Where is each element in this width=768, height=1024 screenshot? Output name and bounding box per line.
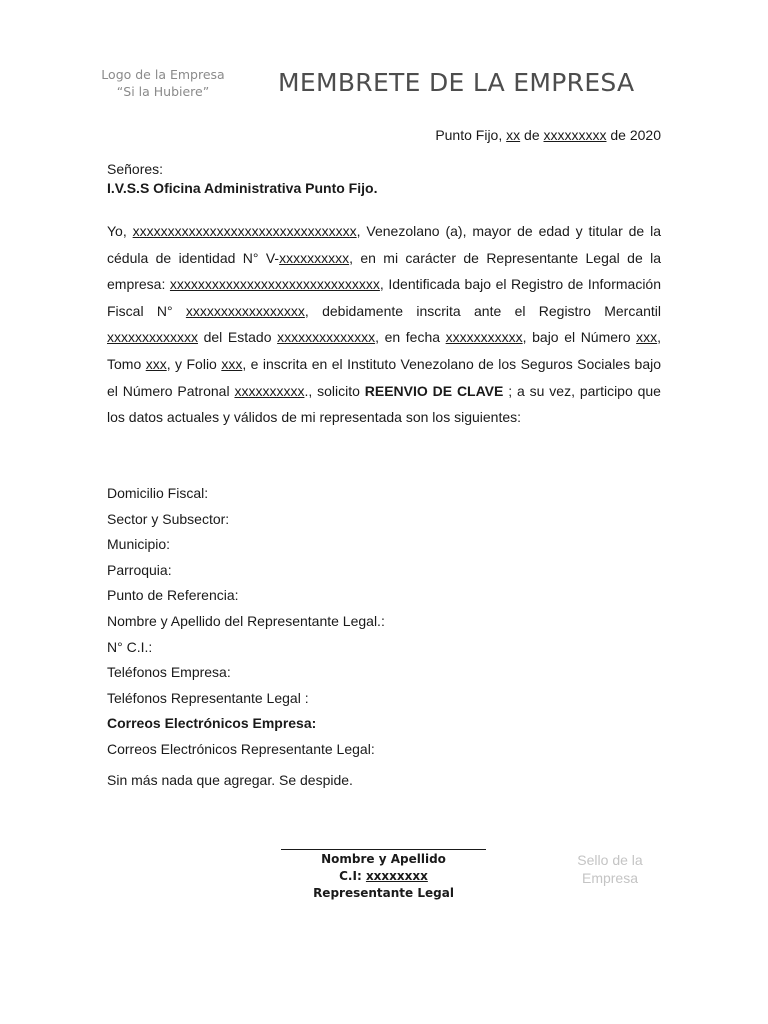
field-telefonos-representante: Teléfonos Representante Legal : — [107, 689, 309, 706]
closing-line: Sin más nada que agregar. Se despide. — [107, 772, 353, 788]
body-text-2: , en mi carácter de Representante Legal de la empresa: — [107, 249, 661, 293]
field-telefonos-empresa: Teléfonos Empresa: — [107, 664, 231, 681]
signature-role: Representante Legal — [313, 886, 454, 900]
body-text-6: , en fecha — [375, 329, 446, 346]
company-logo-placeholder — [96, 66, 230, 100]
body-text-9: , y Folio — [166, 355, 222, 372]
field-nombre-representante: Nombre y Apellido del Representante Legal.: — [107, 612, 385, 629]
field-correos-representante: Correos Electrónicos Representante Legal: — [107, 740, 375, 757]
recipient-office: I.V.S.S Oficina Administrativa Punto Fijo. — [107, 180, 378, 196]
letter-body — [107, 218, 661, 431]
body-text-10: , e inscrita en el Instituto Venezolano de los Seguros Sociales bajo el Número Patronal — [107, 355, 662, 399]
company-data-fields — [107, 481, 385, 763]
body-text-11: ., solicito — [304, 382, 365, 399]
logo-line-2: “Si la Hubiere” — [116, 84, 210, 99]
body-text-5: del Estado — [198, 329, 278, 346]
field-sector-subsector: Sector y Subsector: — [107, 510, 230, 527]
date-day: xx — [506, 127, 521, 143]
field-parroquia: Parroquia: — [107, 561, 172, 578]
body-empresa-blank: xxxxxxxxxxxxxxxxxxxxxxxxxxxxxx — [169, 276, 380, 293]
signature-line — [281, 849, 486, 850]
company-seal-placeholder — [560, 851, 660, 887]
field-correos-empresa: Correos Electrónicos Empresa: — [107, 715, 317, 732]
signature-ci-label: C.I: — [339, 869, 366, 883]
date-city: Punto Fijo, — [435, 127, 507, 143]
signature-ci-value: xxxxxxxx — [365, 869, 428, 883]
salutation: Señores: — [107, 161, 164, 177]
field-ci: N° C.I.: — [107, 638, 153, 655]
body-fecha-blank: xxxxxxxxxxx — [445, 329, 523, 346]
body-name-blank: xxxxxxxxxxxxxxxxxxxxxxxxxxxxxxxx — [132, 223, 357, 239]
body-text-4: , debidamente inscrita ante el Registro Mercantil — [304, 302, 662, 319]
body-text-8: , Tomo — [107, 329, 661, 372]
date-de-2: de 2020 — [606, 127, 661, 143]
body-text-7: , bajo el Número — [522, 329, 637, 346]
signature-name: Nombre y Apellido — [321, 852, 446, 866]
signature-ci-line — [281, 868, 486, 885]
date-month: xxxxxxxxx — [543, 127, 607, 143]
body-patronal-blank: xxxxxxxxxx — [234, 382, 305, 399]
body-rif-blank: xxxxxxxxxxxxxxxxx — [185, 302, 305, 319]
body-ci-blank: xxxxxxxxxx — [279, 249, 350, 266]
letterhead-title: MEMBRETE DE LA EMPRESA — [278, 68, 635, 97]
date-line — [435, 127, 661, 143]
seal-line-2: Empresa — [581, 870, 639, 886]
date-de-1: de — [520, 127, 544, 143]
body-text-3: , Identificada bajo el Registro de Información Fiscal N° — [107, 276, 661, 319]
body-estado-blank: xxxxxxxxxxxxxx — [277, 329, 376, 346]
signature-block — [281, 851, 486, 902]
field-punto-referencia: Punto de Referencia: — [107, 587, 239, 604]
body-text-1: , Venezolano (a), mayor de edad y titular de la cédula de identidad N° V- — [107, 223, 661, 266]
field-municipio: Municipio: — [107, 536, 171, 553]
body-text-12: ; a su vez, participo que los datos actuales y válidos de mi representada son los siguientes: — [107, 382, 661, 426]
body-reenvio-clave: REENVIO DE CLAVE — [364, 382, 504, 399]
body-tomo-blank: xxx — [145, 355, 167, 372]
body-registro-blank: xxxxxxxxxxxxx — [107, 329, 198, 346]
body-numero-blank: xxx — [636, 329, 658, 346]
seal-line-1: Sello de la — [577, 852, 643, 868]
body-folio-blank: xxx — [221, 355, 243, 372]
logo-line-1: Logo de la Empresa — [101, 67, 225, 82]
body-yo: Yo, — [107, 223, 133, 239]
field-domicilio-fiscal: Domicilio Fiscal: — [107, 485, 209, 501]
